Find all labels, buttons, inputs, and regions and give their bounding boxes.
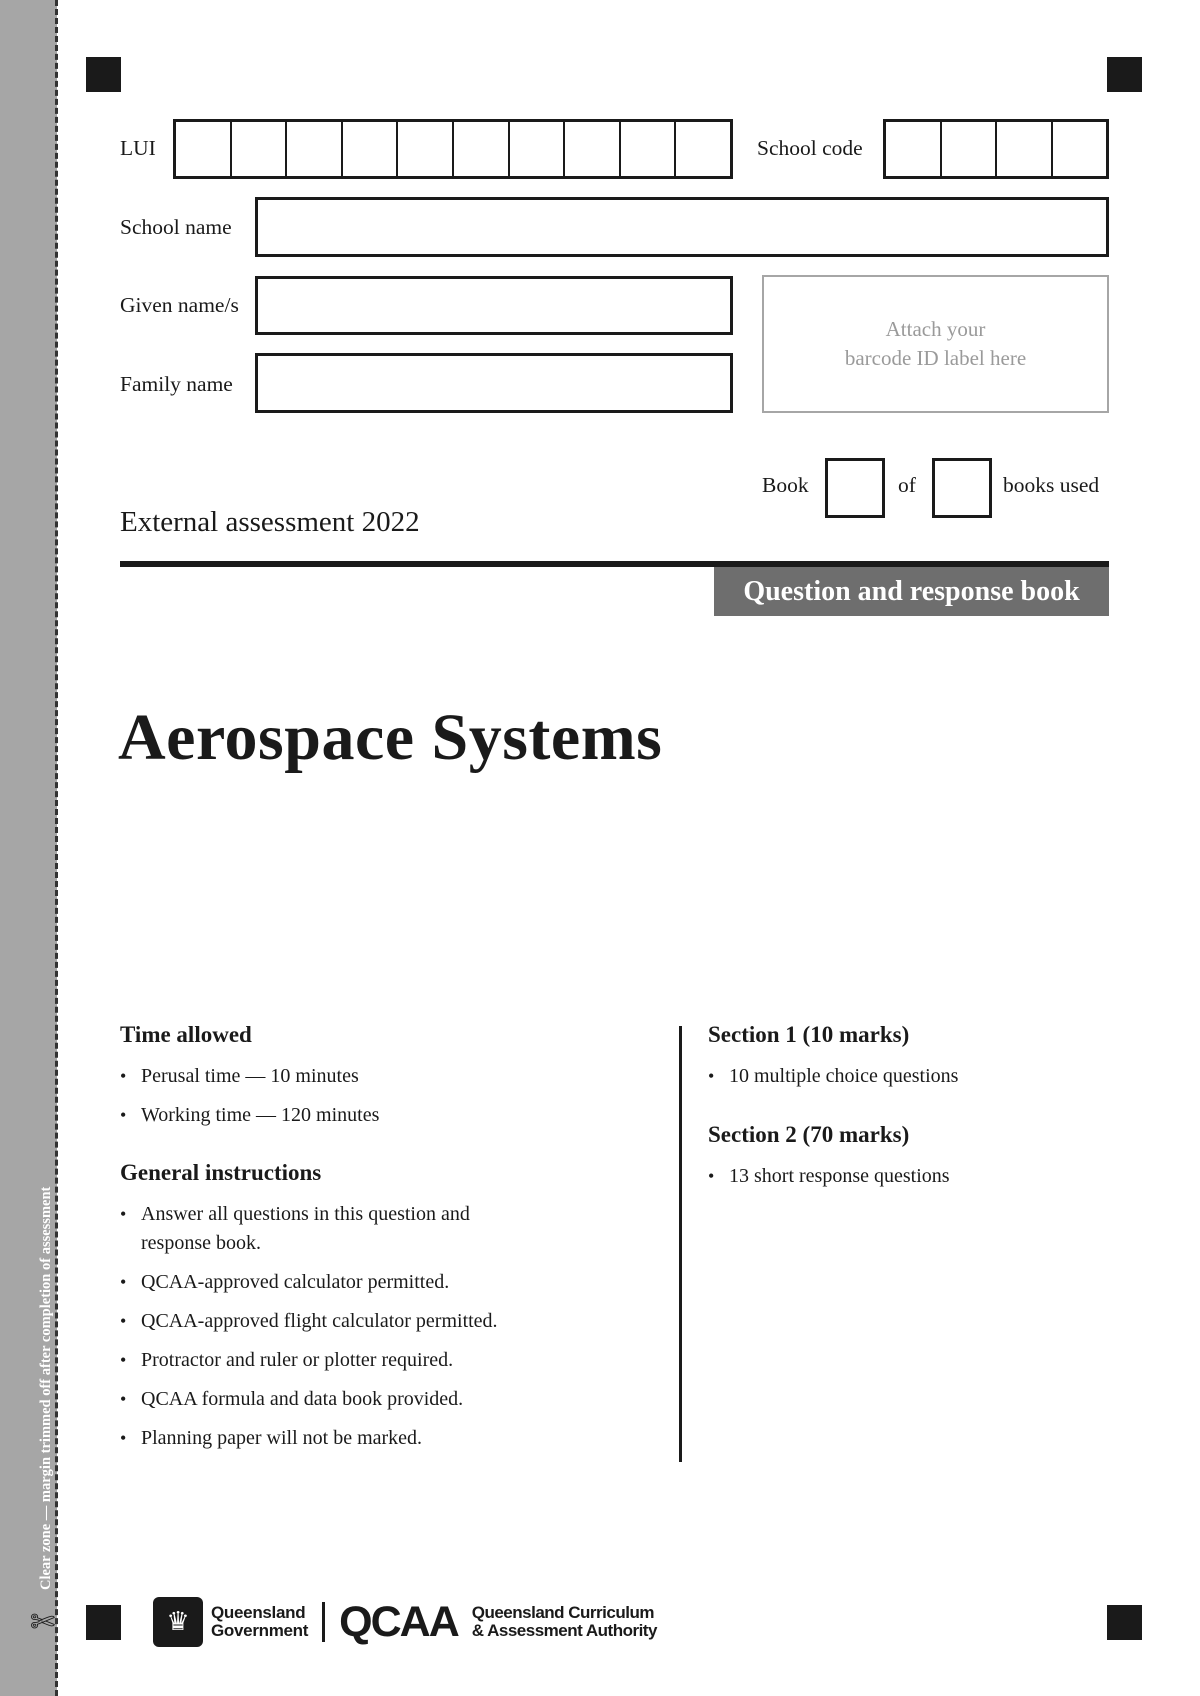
school-name-field[interactable] — [255, 197, 1109, 257]
lui-label: LUI — [120, 136, 156, 160]
family-name-field[interactable] — [255, 353, 733, 413]
list-item: • 13 short response questions — [708, 1162, 1108, 1191]
school-code-label: School code — [757, 136, 863, 160]
time-allowed-list — [120, 1062, 680, 1130]
list-item: • QCAA formula and data book provided. — [120, 1385, 540, 1414]
registration-mark-bottom-left — [86, 1605, 121, 1640]
registration-mark-bottom-right — [1107, 1605, 1142, 1640]
school-code-digit-box[interactable] — [942, 122, 998, 176]
right-column — [708, 1022, 1108, 1201]
list-item: • Planning paper will not be marked. — [120, 1424, 540, 1453]
queensland-crest-icon: ♛ — [153, 1597, 203, 1647]
scissors-icon: ✄ — [30, 1606, 56, 1639]
lui-digit-box[interactable] — [176, 122, 232, 176]
list-item: • QCAA-approved flight calculator permitted. — [120, 1307, 540, 1336]
list-item: • Working time — 120 minutes — [120, 1101, 680, 1130]
lui-digit-box[interactable] — [232, 122, 288, 176]
given-names-label: Given name/s — [120, 293, 239, 317]
section1-list — [708, 1062, 1108, 1091]
clear-zone-text: Clear zone — margin trimmed off after completion of assessment — [38, 1186, 54, 1590]
family-name-label: Family name — [120, 372, 233, 396]
left-column — [120, 1022, 680, 1463]
barcode-label-area — [762, 275, 1109, 413]
lui-digit-box[interactable] — [510, 122, 566, 176]
barcode-instruction-line1: Attach your — [885, 317, 986, 341]
given-names-field[interactable] — [255, 276, 733, 335]
lui-digit-box[interactable] — [398, 122, 454, 176]
list-item: • Protractor and ruler or plotter required. — [120, 1346, 540, 1375]
qcaa-authority-name: Queensland Curriculum & Assessment Authority — [471, 1603, 657, 1640]
school-code-digit-box[interactable] — [1053, 122, 1107, 176]
list-item: • Perusal time — 10 minutes — [120, 1062, 680, 1091]
section1-heading: Section 1 (10 marks) — [708, 1022, 910, 1047]
list-item: • Answer all questions in this question and response book. — [120, 1200, 540, 1258]
book-number-field[interactable] — [825, 458, 885, 518]
list-item: • QCAA-approved calculator permitted. — [120, 1268, 540, 1297]
school-code-field[interactable] — [883, 119, 1109, 179]
lui-field[interactable] — [173, 119, 733, 179]
registration-mark-top-left — [86, 57, 121, 92]
lui-digit-box[interactable] — [621, 122, 677, 176]
column-divider — [679, 1026, 682, 1462]
subject-title: Aerospace Systems — [118, 701, 663, 774]
registration-mark-top-right — [1107, 57, 1142, 92]
books-used-label: books used — [1003, 473, 1100, 497]
general-instructions-heading: General instructions — [120, 1160, 322, 1185]
general-instructions-list — [120, 1200, 540, 1453]
lui-digit-box[interactable] — [343, 122, 399, 176]
book-type-banner: Question and response book — [714, 567, 1109, 616]
school-code-digit-box[interactable] — [997, 122, 1053, 176]
barcode-instruction-line2: barcode ID label here — [844, 346, 1027, 370]
time-allowed-heading: Time allowed — [120, 1022, 252, 1047]
trim-line — [55, 0, 58, 1696]
section2-list — [708, 1162, 1108, 1191]
qcaa-logo: QCAA — [339, 1597, 458, 1646]
book-label: Book — [762, 473, 809, 497]
logo-separator — [322, 1602, 325, 1642]
section2-heading: Section 2 (70 marks) — [708, 1122, 910, 1147]
lui-digit-box[interactable] — [454, 122, 510, 176]
lui-digit-box[interactable] — [676, 122, 730, 176]
lui-digit-box[interactable] — [287, 122, 343, 176]
assessment-year: External assessment 2022 — [120, 506, 420, 538]
school-code-digit-box[interactable] — [886, 122, 942, 176]
books-total-field[interactable] — [932, 458, 992, 518]
list-item: • 10 multiple choice questions — [708, 1062, 1108, 1091]
school-name-label: School name — [120, 215, 232, 239]
queensland-government-logo: Queensland Government — [211, 1603, 309, 1640]
lui-digit-box[interactable] — [565, 122, 621, 176]
of-label: of — [898, 473, 916, 497]
footer-logos — [153, 1597, 657, 1647]
